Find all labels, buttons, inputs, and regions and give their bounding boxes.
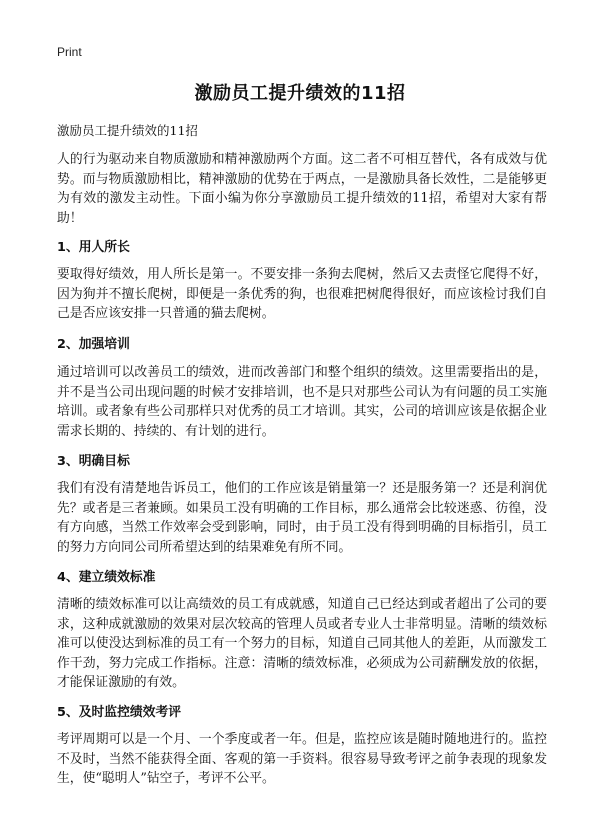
page-title: 激励员工提升绩效的11招 <box>194 83 406 104</box>
article-subtitle: 激励员工提升绩效的11招 <box>57 123 198 138</box>
print-link[interactable]: Print <box>57 45 82 59</box>
section-heading-2: 2、加强培训 <box>57 337 130 352</box>
section-heading-4: 4、建立绩效标准 <box>57 570 156 585</box>
section-heading-1: 1、用人所长 <box>57 240 130 255</box>
section-heading-3: 3、明确目标 <box>57 454 130 469</box>
section-heading-5: 5、及时监控绩效考评 <box>57 705 182 720</box>
section-body-5: 考评周期可以是一个月、一个季度或者一年。但是，监控应该是随时随地进行的。监控不及时，当然不能获得全面、客观的第一手资料。很容易导致考评之前争表现的现象发生，使“聪明人”钻空子，考评不公平。 <box>57 732 547 786</box>
section-body-2: 通过培训可以改善员工的绩效，进而改善部门和整个组织的绩效。这里需要指出的是，并不是当公司出现问题的时候才安排培训，也不是只对那些公司认为有问题的员工实施培训。或者象有些公司那样只对优秀的员工才培训。其实，公司的培训应该是依据企业需求长期的、持续的、有计划的进行。 <box>57 365 547 439</box>
intro-paragraph: 人的行为驱动来自物质激励和精神激励两个方面。这二者不可相互替代，各有成效与优势。而与物质激励相比，精神激励的优势在于两点，一是激励具备长效性，二是能够更为有效的激发主动性。下面小编为你分享激励员工提升绩效的11招，希望对大家有帮助！ <box>57 152 547 226</box>
section-body-1: 要取得好绩效，用人所长是第一。不要安排一条狗去爬树，然后又去责怪它爬得不好，因为狗并不擅长爬树，即便是一条优秀的狗，也很难把树爬得很好，而应该检讨我们自己是否应该安排一只普通的猫去爬树。 <box>57 267 547 321</box>
section-body-4: 清晰的绩效标准可以让高绩效的员工有成就感，知道自己已经达到或者超出了公司的要求，这种成就激励的效果对层次较高的管理人员或者专业人士非常明显。清晰的绩效标准可以使没达到标准的员工有一个努力的目标，知道自己同其他人的差距，从而激发工作干劲，努力完成工作指标。注意：清晰的绩效标准，必须成为公司薪酬发放的依据，才能保证激励的有效。 <box>57 597 547 690</box>
section-body-3: 我们有没有清楚地告诉员工，他们的工作应该是销量第一？还是服务第一？还是利润优先？或者是三者兼顾。如果员工没有明确的工作目标，那么通常会比较迷惑、彷徨，没有方向感，当然工作效率会受到影响，同时，由于员工没有得到明确的目标指引，员工的努力方向同公司所希望达到的结果难免有所不同。 <box>57 481 547 555</box>
